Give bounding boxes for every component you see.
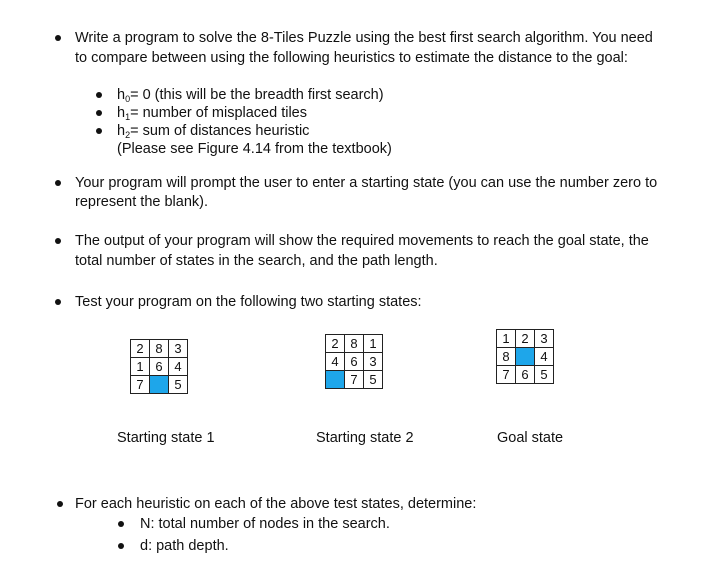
prompt-description-line-1: Your program will prompt the user to enter a starting state (you can use the number zero to [75,175,658,191]
caption-starting-state-2: Starting state 2 [316,430,414,446]
puzzle-tile: 8 [150,340,169,358]
bullet-dot [96,92,102,98]
determine-instructions: For each heuristic on each of the above test states, determine: [75,496,477,512]
puzzle-tile: 5 [535,366,554,384]
bullet-dot [118,521,124,527]
puzzle-tile: 7 [131,376,150,394]
puzzle-grid-goal-state [496,329,554,384]
bullet-dot [55,299,61,305]
metric-n: N: total number of nodes in the search. [140,516,390,532]
task-description-line-2: to compare between using the following heuristics to estimate the distance to the goal: [75,50,628,66]
puzzle-tile: 7 [497,366,516,384]
puzzle-tile: 7 [345,371,364,389]
puzzle-tile: 1 [497,330,516,348]
puzzle-tile: 6 [516,366,535,384]
puzzle-tile: 5 [169,376,188,394]
puzzle-tile: 3 [364,353,383,371]
bullet-dot [55,180,61,186]
puzzle-tile: 8 [345,335,364,353]
heuristic-h1: $h_1=$ number of misplaced tiles [117,105,307,122]
blank-tile [516,348,535,366]
output-description-line-2: total number of states in the search, and the path length. [75,253,438,269]
puzzle-tile: 4 [326,353,345,371]
puzzle-tile: 2 [326,335,345,353]
heuristic-h0: $h_0= 0$ (this will be the breadth first search) [117,87,384,104]
bullet-dot [96,110,102,116]
metric-d: d: path depth. [140,538,229,554]
puzzle-tile: 6 [345,353,364,371]
bullet-dot [55,238,61,244]
puzzle-tile: 4 [169,358,188,376]
textbook-note: (Please see Figure 4.14 from the textbook) [117,141,392,157]
puzzle-tile: 3 [169,340,188,358]
bullet-dot [57,501,63,507]
caption-starting-state-1: Starting state 1 [117,430,215,446]
puzzle-tile: 5 [364,371,383,389]
bullet-dot [118,543,124,549]
caption-goal-state: Goal state [497,430,564,446]
puzzle-tile: 6 [150,358,169,376]
blank-tile [326,371,345,389]
heuristic-h2: $h_2=$ sum of distances heuristic [117,123,310,140]
bullet-dot [55,35,61,41]
puzzle-tile: 2 [516,330,535,348]
blank-tile [150,376,169,394]
puzzle-tile: 2 [131,340,150,358]
puzzle-tile: 8 [497,348,516,366]
puzzle-tile: 1 [131,358,150,376]
puzzle-tile: 1 [364,335,383,353]
task-description-line-1: Write a program to solve the 8-Tiles Puzzle using the best first search algorithm. You need [75,30,653,46]
bullet-dot [96,128,102,134]
puzzle-grid-starting-state-2 [325,334,383,389]
output-description-line-1: The output of your program will show the required movements to reach the goal state, the [75,233,649,249]
puzzle-tile: 4 [535,348,554,366]
test-instructions: Test your program on the following two starting states: [75,294,422,310]
prompt-description-line-2: represent the blank). [75,194,208,210]
puzzle-tile: 3 [535,330,554,348]
puzzle-grid-starting-state-1 [130,339,188,394]
